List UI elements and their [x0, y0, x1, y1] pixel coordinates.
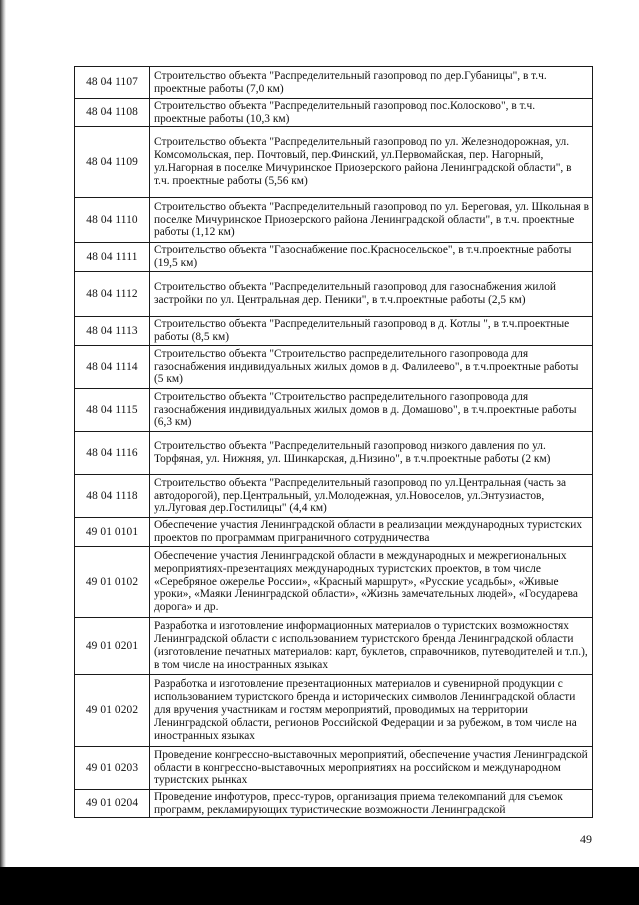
row-description: Обеспечение участия Ленинградской области в реализации международных туристских проектов по программам приграничного сотрудничества: [150, 518, 593, 547]
budget-code-table: [74, 66, 593, 818]
row-description: Проведение инфотуров, пресс-туров, организация приема телекомпаний для съемок программ, рекламирующих туристические возможности Ленинградской: [150, 790, 593, 818]
table-row: [75, 618, 593, 675]
table-row: [75, 127, 593, 198]
row-code: 49 01 0101: [75, 518, 150, 547]
table-row: [75, 790, 593, 818]
table-row: [75, 475, 593, 518]
row-code: 48 04 1108: [75, 99, 150, 127]
row-description: Проведение конгрессно-выставочных мероприятий, обеспечение участия Ленинградской области в конгрессно-выставочных мероприятиях на российском и международном туристских рынках: [150, 747, 593, 790]
row-code: 48 04 1116: [75, 432, 150, 475]
table-row: [75, 675, 593, 747]
row-description: Разработка и изготовление презентационных материалов и сувенирной продукции с использованием туристского бренда и исторических символов Ленинградской области для вручения участникам и гостям мероприятий, проводимых на территории Ленинградской области, регионов Российской Федерации и за рубежом, в том числе на иностранных языках: [150, 675, 593, 747]
row-code: 48 04 1112: [75, 272, 150, 317]
row-code: 48 04 1118: [75, 475, 150, 518]
row-description: Строительство объекта "Распределительный газопровод для газоснабжения жилой застройки по ул. Центральная дер. Пеники", в т.ч.проектные работы (2,5 км): [150, 272, 593, 317]
row-code: 49 01 0203: [75, 747, 150, 790]
row-code: 48 04 1107: [75, 67, 150, 99]
table-row: [75, 198, 593, 243]
row-description: Строительство объекта "Распределительный газопровод по ул.Центральная (часть за автодорогой), пер.Центральный, ул.Молодежная, ул.Новоселов, ул.Энтузиастов, ул.Луговая дер.Гостилицы" (4,4 км): [150, 475, 593, 518]
row-code: 49 01 0102: [75, 547, 150, 618]
table-row: [75, 243, 593, 272]
table-row: [75, 346, 593, 389]
row-code: 48 04 1110: [75, 198, 150, 243]
row-description: Строительство объекта "Распределительный газопровод по дер.Губаницы", в т.ч. проектные работы (7,0 км): [150, 67, 593, 99]
table-row: [75, 432, 593, 475]
row-code: 49 01 0204: [75, 790, 150, 818]
row-code: 49 01 0201: [75, 618, 150, 675]
table-row: [75, 67, 593, 99]
row-code: 48 04 1114: [75, 346, 150, 389]
scan-bottom-border: [0, 867, 639, 905]
row-code: 49 01 0202: [75, 675, 150, 747]
table-row: [75, 547, 593, 618]
table-row: [75, 518, 593, 547]
row-description: Строительство объекта "Распределительный газопровод по ул. Береговая, ул. Школьная в поселке Мичуринское Приозерского района Ленинградской области", в т.ч. проектные работы (1,12 км): [150, 198, 593, 243]
page-number: 49: [580, 832, 592, 846]
row-description: Строительство объекта "Распределительный газопровод в д. Котлы ", в т.ч.проектные работы (8,5 км): [150, 317, 593, 346]
row-code: 48 04 1109: [75, 127, 150, 198]
row-description: Строительство объекта "Газоснабжение пос.Красносельское", в т.ч.проектные работы (19,5 км): [150, 243, 593, 272]
table-row: [75, 99, 593, 127]
table-row: [75, 389, 593, 432]
row-description: Строительство объекта "Распределительный газопровод пос.Колосково", в т.ч. проектные работы (10,3 км): [150, 99, 593, 127]
row-description: Разработка и изготовление информационных материалов о туристских возможностях Ленинградской области с использованием туристского бренда Ленинградской области (изготовление печатных материалов: карт, буклетов, справочников, путеводителей и т.п.), в том числе на иностранных языках: [150, 618, 593, 675]
row-code: 48 04 1111: [75, 243, 150, 272]
row-description: Строительство объекта "Строительство распределительного газопровода для газоснабжения индивидуальных жилых домов в д. Домашово", в т.ч.проектные работы (6,3 км): [150, 389, 593, 432]
scan-shadow-edge: [0, 0, 6, 905]
row-code: 48 04 1115: [75, 389, 150, 432]
table-row: [75, 317, 593, 346]
row-description: Строительство объекта "Строительство распределительного газопровода для газоснабжения индивидуальных жилых домов в д. Фалилеево", в т.ч.проектные работы (5 км): [150, 346, 593, 389]
row-code: 48 04 1113: [75, 317, 150, 346]
row-description: Строительство объекта "Распределительный газопровод низкого давления по ул. Торфяная, ул. Нижняя, ул. Шинкарская, д.Низино", в т.ч.проектные работы (2 км): [150, 432, 593, 475]
table-row: [75, 747, 593, 790]
table-row: [75, 272, 593, 317]
row-description: Строительство объекта "Распределительный газопровод по ул. Железнодорожная, ул. Комсомольская, пер. Почтовый, пер.Финский, ул.Первомайская, пер. Нагорный, ул.Нагорная в поселке Мичуринское Приозерского района Ленинградской области", в т.ч. проектные работы (5,56 км): [150, 127, 593, 198]
row-description: Обеспечение участия Ленинградской области в международных и межрегиональных мероприятиях-презентациях международных туристских проектов, в том числе «Серебряное ожерелье России», «Красный маршрут», «Русские усадьбы», «Живые уроки», «Маяки Ленинградской области», «Жизнь замечательных людей», «Государева дорога» и др.: [150, 547, 593, 618]
